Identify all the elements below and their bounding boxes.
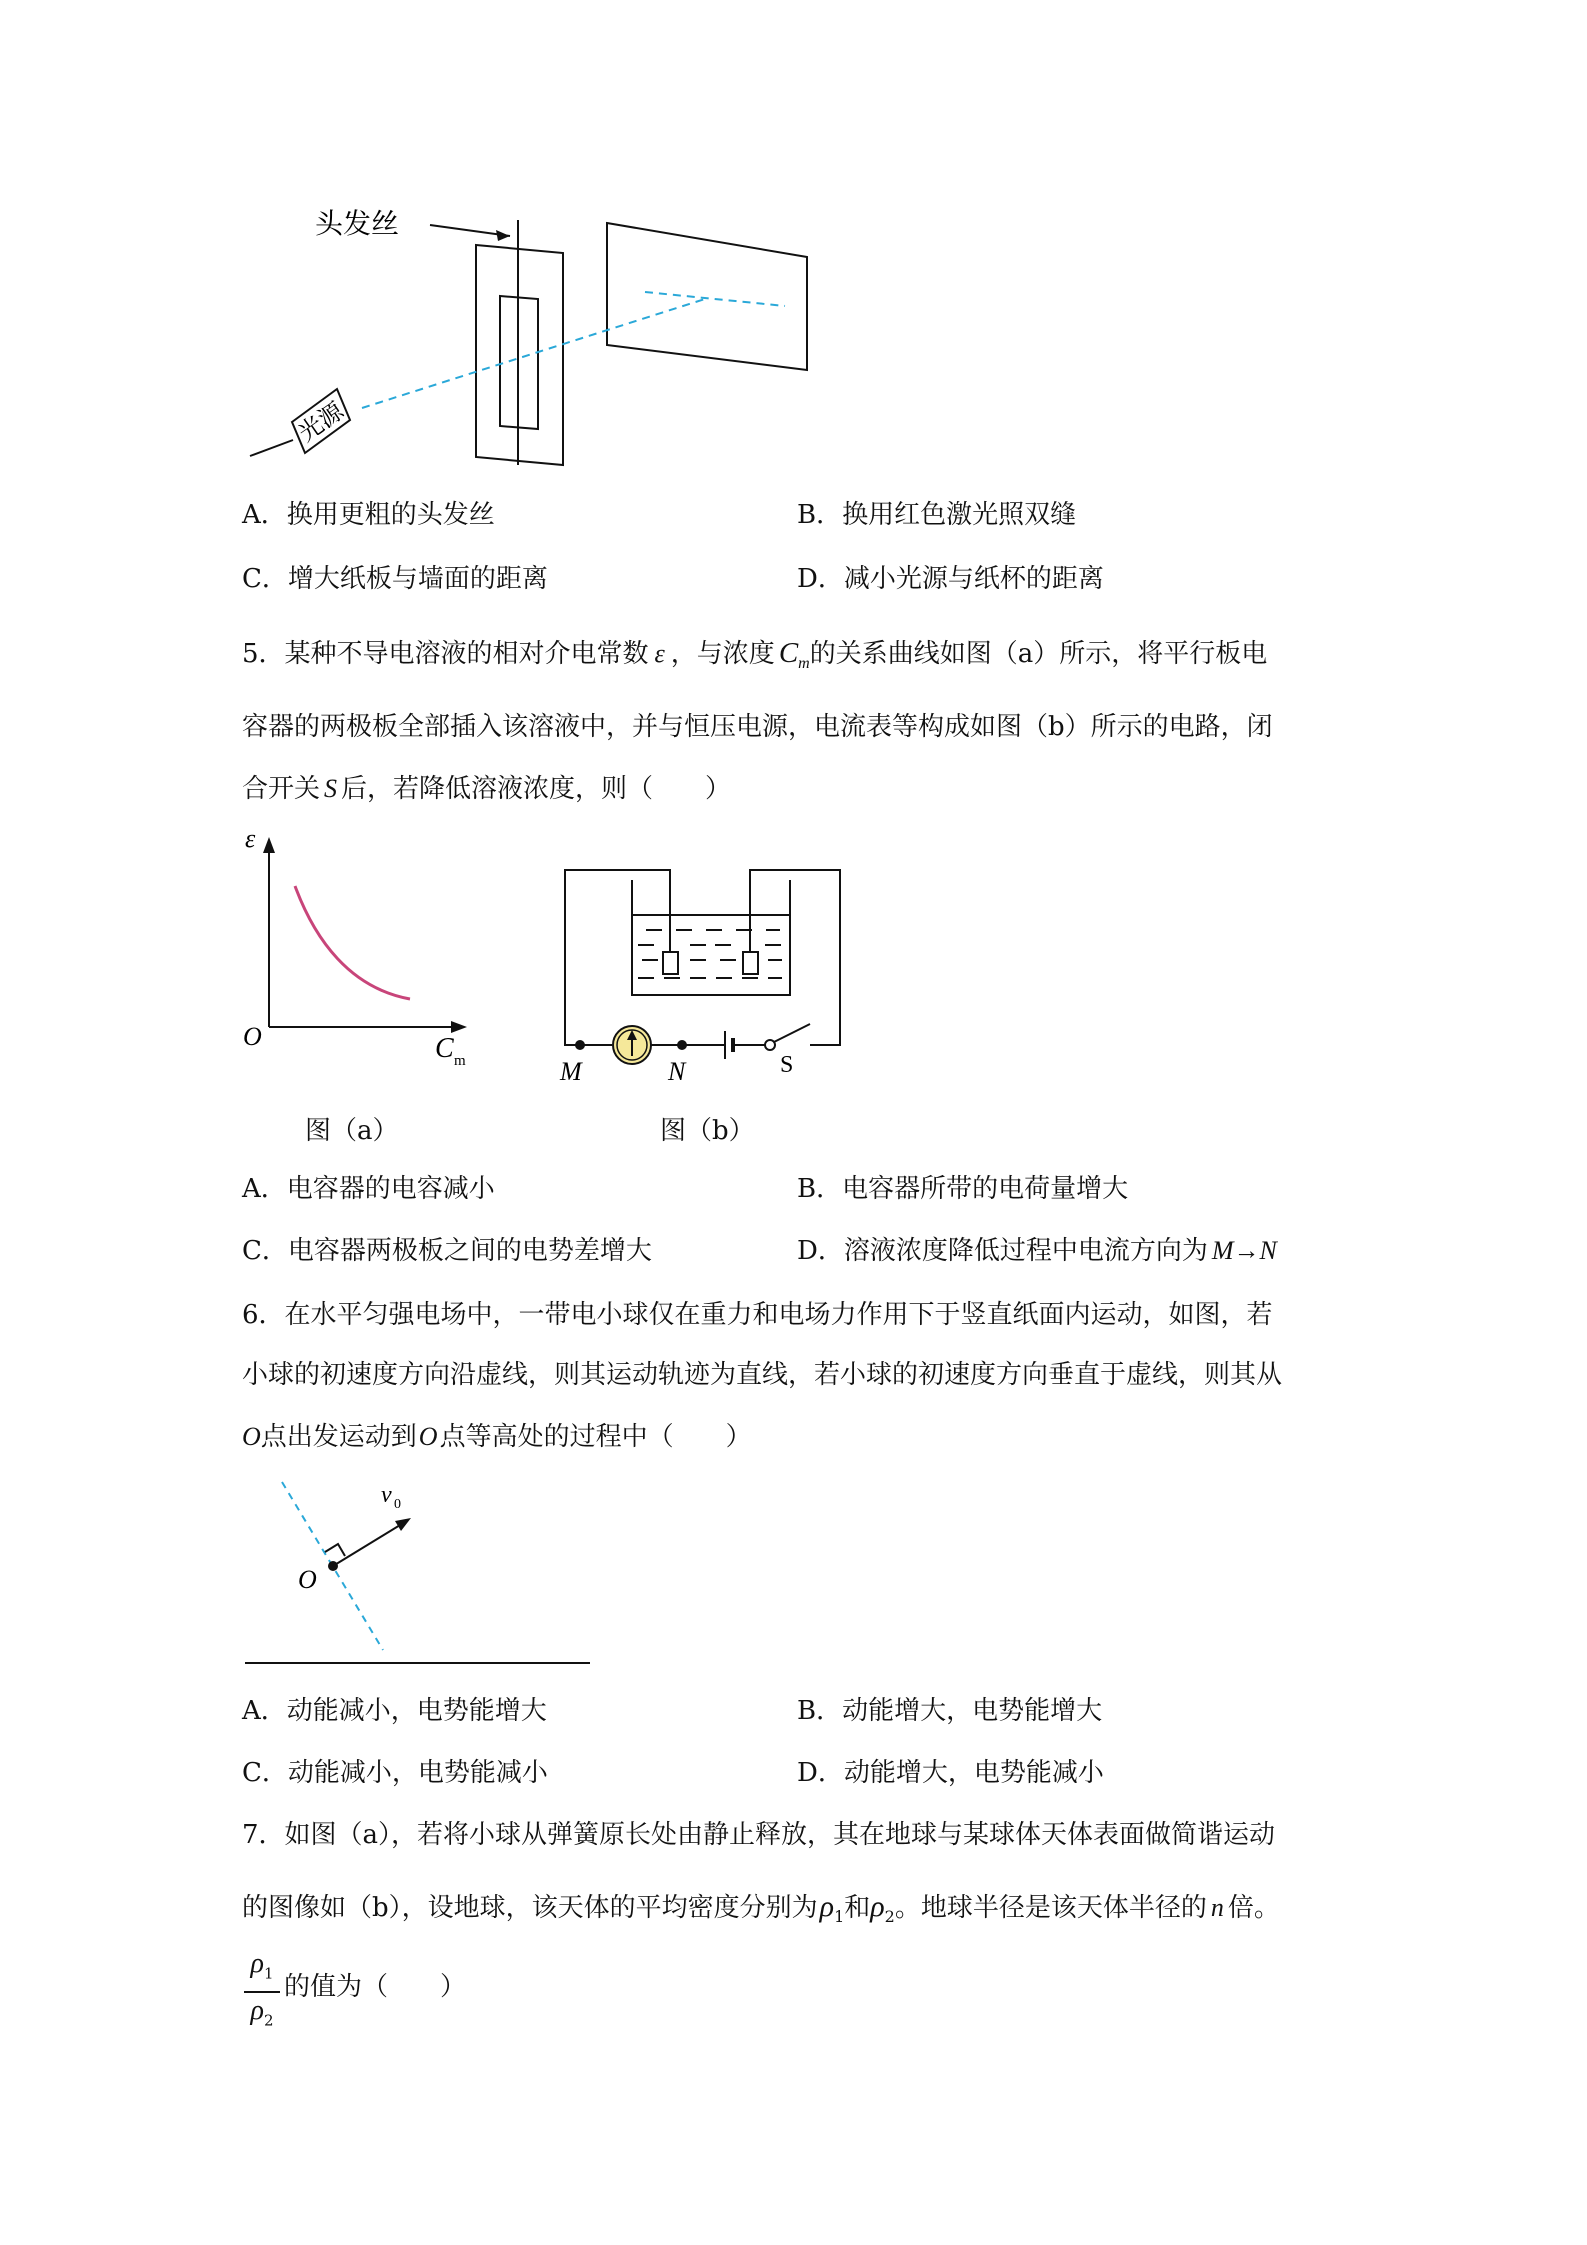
svg-text:C: C bbox=[435, 1033, 454, 1064]
svg-text:ε: ε bbox=[245, 825, 256, 853]
svg-text:O: O bbox=[243, 1022, 262, 1051]
svg-text:0: 0 bbox=[394, 1497, 401, 1512]
fig-5b-caption: 图（b） bbox=[660, 1116, 755, 1146]
q7-fraction: $\rho_1$ $\rho_2$ bbox=[244, 1948, 280, 2035]
fig-5b-circuit bbox=[550, 860, 870, 1080]
q6-line2: 小球的初速度方向沿虚线，则其运动轨迹为直线，若小球的初速度方向垂直于虚线，则其从 bbox=[242, 1360, 1283, 1390]
light-source-box bbox=[292, 389, 350, 453]
fig-hair-slit bbox=[230, 200, 850, 480]
q4-option-d[interactable]: D．减小光源与纸杯的距离 bbox=[797, 564, 1104, 594]
q4-option-a[interactable]: A．换用更粗的头发丝 bbox=[242, 500, 495, 530]
q5-option-c[interactable]: C．电容器两极板之间的电势差增大 bbox=[242, 1236, 652, 1266]
q7-line3: 的值为（ ） bbox=[284, 1972, 467, 2002]
q4-option-b[interactable]: B．换用红色激光照双缝 bbox=[797, 500, 1077, 530]
q5-line2: 容器的两极板全部插入该溶液中，并与恒压电源，电流表等构成如图（b）所示的电路，闭 bbox=[242, 712, 1273, 742]
q7-line2: 的图像如（b），设地球，该天体的平均密度分别为$\rho_1$和$\rho_2$。地球半径是该天体半径的 n 倍。 bbox=[242, 1890, 1280, 1927]
source-label: 光源 bbox=[294, 398, 349, 448]
q5-option-b[interactable]: B．电容器所带的电荷量增大 bbox=[797, 1174, 1129, 1204]
q5-option-d[interactable]: D．溶液浓度降低过程中电流方向为 M→N bbox=[797, 1236, 1277, 1266]
fig-6-field bbox=[235, 1470, 605, 1680]
q5-line3: 合开关 S 后，若降低溶液浓度，则（ ） bbox=[242, 774, 732, 804]
svg-text:O: O bbox=[298, 1565, 317, 1594]
q4-option-c[interactable]: C．增大纸板与墙面的距离 bbox=[242, 564, 548, 594]
svg-text:S: S bbox=[780, 1052, 794, 1078]
svg-text:N: N bbox=[668, 1057, 686, 1080]
q5-option-a[interactable]: A．电容器的电容减小 bbox=[242, 1174, 495, 1204]
switch-icon bbox=[765, 1040, 775, 1050]
q5-line1: 5．某种不导电溶液的相对介电常数 ε ，与浓度 $C_m$的关系曲线如图（a）所示，将平行板电 bbox=[242, 637, 1268, 673]
svg-text:m: m bbox=[454, 1053, 466, 1069]
hair-label: 头发丝 bbox=[315, 209, 400, 240]
q6-option-a[interactable]: A．动能减小，电势能增大 bbox=[242, 1696, 547, 1726]
q6-line1: 6．在水平匀强电场中，一带电小球仅在重力和电场力作用下于竖直纸面内运动，如图，若 bbox=[242, 1300, 1273, 1330]
svg-text:M: M bbox=[560, 1057, 582, 1080]
q7-line1: 7．如图（a），若将小球从弹簧原长处由静止释放，其在地球与某球体天体表面做简谐运动 bbox=[242, 1820, 1276, 1850]
epsilon-curve bbox=[295, 886, 410, 999]
svg-text:v: v bbox=[381, 1482, 392, 1508]
q6-option-b[interactable]: B．动能增大，电势能增大 bbox=[797, 1696, 1103, 1726]
q6-option-c[interactable]: C．动能减小，电势能减小 bbox=[242, 1758, 548, 1788]
fig-5a-caption: 图（a） bbox=[305, 1116, 399, 1146]
q6-option-d[interactable]: D．动能增大，电势能减小 bbox=[797, 1758, 1104, 1788]
q6-line3: O点出发运动到O点等高处的过程中（ ） bbox=[242, 1422, 752, 1452]
fig-5a-graph bbox=[235, 825, 485, 1070]
